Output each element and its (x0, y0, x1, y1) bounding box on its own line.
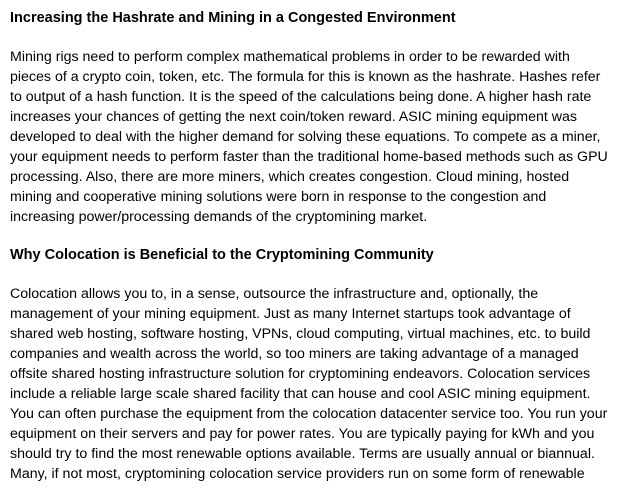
paragraph-line: increasing power/processing demands of the cryptomining market. (10, 209, 428, 225)
paragraph-line: Colocation allows you to, in a sense, outsource the infrastructure and, optionally, the (10, 286, 539, 302)
paragraph-line: your equipment needs to perform faster than the traditional home-based methods such as GPU (10, 149, 608, 165)
paragraph-line: mining and cooperative mining solutions were born in response to the congestion and (10, 189, 547, 205)
paragraph-line: pieces of a crypto coin, token, etc. The formula for this is known as the hashrate. Hashes refer (10, 69, 601, 85)
section-heading-hashrate: Increasing the Hashrate and Mining in a Congested Environment (10, 10, 456, 26)
paragraph-line: increases your chances of getting the next coin/token reward. ASIC mining equipment was (10, 109, 578, 125)
paragraph-line: You can often purchase the equipment from the colocation datacenter service too. You run your (10, 406, 608, 422)
paragraph-line: processing. Also, there are more miners, which creates congestion. Cloud mining, hosted (10, 169, 570, 185)
paragraph-line: companies and wealth across the world, so too miners are taking advantage of a managed (10, 346, 579, 362)
section-heading-colocation: Why Colocation is Beneficial to the Cryptomining Community (10, 247, 434, 263)
paragraph-line: should try to find the most renewable options available. Terms are usually annual or biannual. (10, 446, 595, 462)
paragraph-line: management of your mining equipment. Just as many Internet startups took advantage of (10, 306, 571, 322)
paragraph-line: offsite shared hosting infrastructure solution for cryptomining endeavors. Colocation services (10, 366, 591, 382)
paragraph-line: include a reliable large scale shared facility that can house and cool ASIC mining equipment. (10, 386, 591, 402)
paragraph-line: Mining rigs need to perform complex mathematical problems in order to be rewarded with (10, 49, 570, 65)
paragraph-line: Many, if not most, cryptomining colocation service providers run on some form of renewable (10, 466, 585, 482)
paragraph-line: shared web hosting, software hosting, VPNs, cloud computing, virtual machines, etc. to build (10, 326, 591, 342)
paragraph-line: equipment on their servers and pay for power rates. You are typically paying for kWh and you (10, 426, 595, 442)
paragraph-line: to output of a hash function. It is the speed of the calculations being done. A higher hash rate (10, 89, 592, 105)
paragraph-line: developed to deal with the higher demand for solving these equations. To compete as a miner, (10, 129, 601, 145)
